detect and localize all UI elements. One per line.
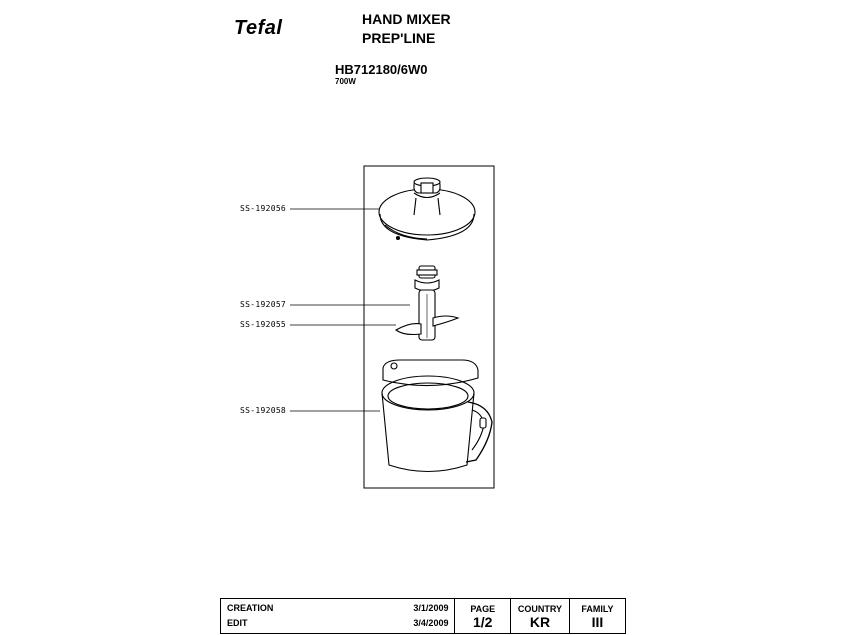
creation-edit-labels [221,599,376,634]
blade-part [396,266,458,340]
part-code-blade: SS-192057 [240,300,287,309]
creation-edit-dates [375,599,455,634]
page-value: 1/2 [473,613,493,630]
family-label: FAMILY [581,603,614,614]
power-rating: 700W [335,77,356,86]
country-cell [511,599,570,634]
country-label: COUNTRY [517,603,563,614]
part-code-blade-shaft: SS-192055 [240,320,287,329]
bowl-part [382,360,492,472]
creation-label: CREATION [227,603,274,613]
model-number: HB712180/6W0 [335,62,428,77]
part-code-lid: SS-192056 [240,204,287,213]
lid-part [379,178,475,240]
family-cell [569,599,625,634]
page-label: PAGE [470,603,496,614]
brand-logo: Tefal [234,17,283,39]
edit-date: 3/4/2009 [413,618,449,628]
creation-date: 3/1/2009 [413,603,449,613]
edit-label: EDIT [227,618,248,628]
part-code-bowl: SS-192058 [240,406,287,415]
product-title: HAND MIXER [362,11,451,27]
product-subtitle: PREP'LINE [362,30,436,46]
title-block [220,598,626,634]
country-value: KR [529,613,551,630]
family-value: III [591,613,604,630]
page-cell [455,599,511,634]
